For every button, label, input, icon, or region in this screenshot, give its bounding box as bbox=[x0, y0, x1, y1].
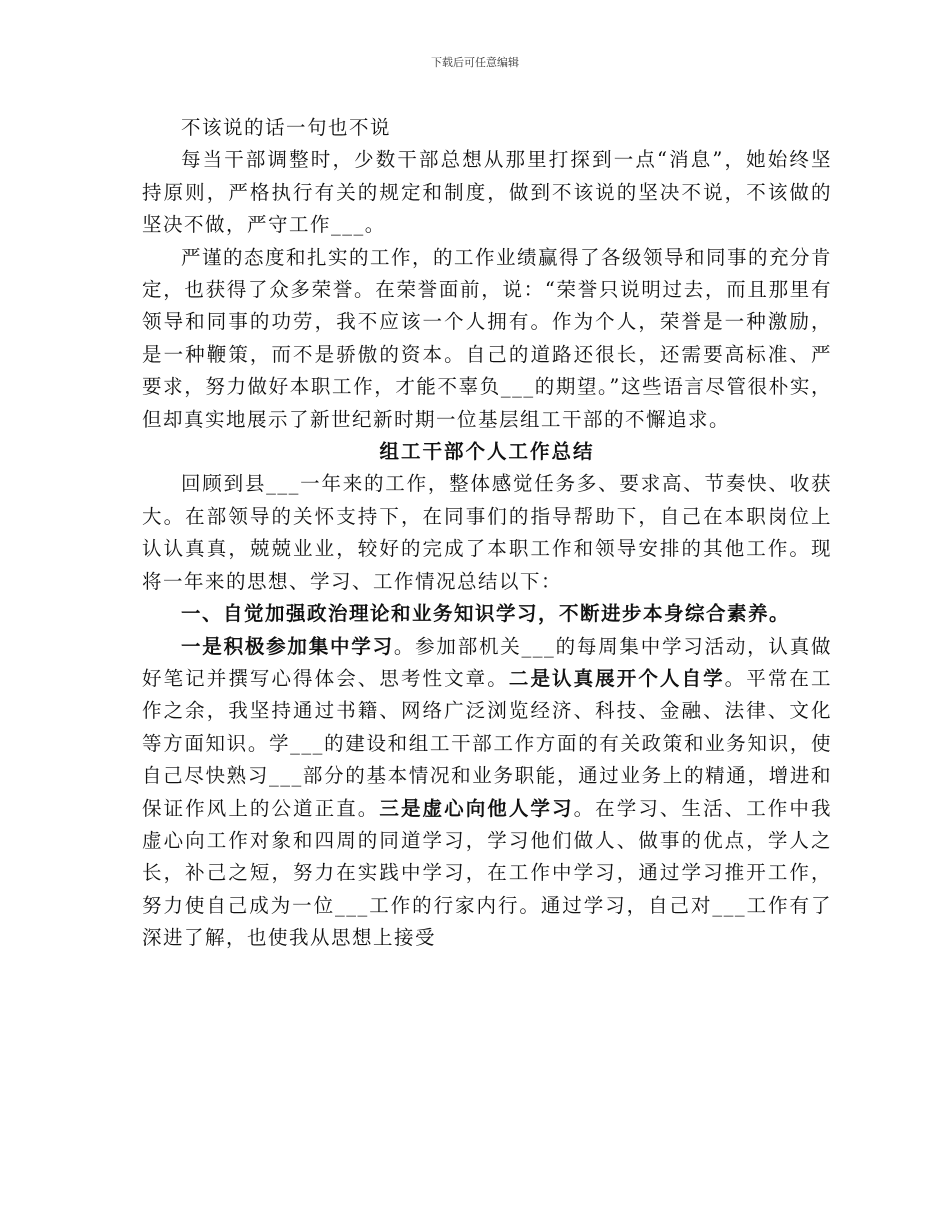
paragraph: 回顾到县___一年来的工作，整体感觉任务多、要求高、节奏快、收获大。在部领导的关怀支持下，在同事们的指导帮助下，自己在本职岗位上认认真真，兢兢业业，较好的完成了本职工作和领导安排的其他工作。现将一年来的思想、学习、工作情况总结以下： bbox=[142, 472, 832, 593]
subheading-text: 不该说的话一句也不说 bbox=[181, 116, 392, 139]
paragraph-study bbox=[142, 631, 832, 955]
item-text-3: 。在学习、生活、工作中我虚心向工作对象和四周的同道学习，学习他们做人、做事的优点，学人之长，补己之短，努力在实践中学习，在工作中学习，通过学习推开工作，努力使自己成为一位___工作的行家内行。通过学习，自己对___工作有了深进了解，也使我从思想上接受 bbox=[142, 796, 832, 950]
paragraph: 严谨的态度和扎实的工作，的工作业绩赢得了各级领导和同事的充分肯定，也获得了众多荣誉。在荣誉面前，说：“荣誉只说明过去，而且那里有领导和同事的功劳，我不应该一个人拥有。作为个人，荣誉是一种激励，是一种鞭策，而不是骄傲的资本。自己的道路还很长，还需要高标准、严要求，努力做好本职工作，才能不辜负___的期望。”这些语言尽管很朴实，但却真实地展示了新世纪新时期一位基层组工干部的不懈追求。 bbox=[142, 245, 833, 431]
item-label-1: 一是积极参加集中学习 bbox=[181, 634, 394, 658]
page-header: 下载后可任意编辑 bbox=[431, 56, 519, 69]
document-body bbox=[142, 112, 832, 955]
section-title: 组工干部个人工作总结 bbox=[379, 440, 595, 464]
item-text-1: 。参加部机关___的每周集中学习活动，认真做好笔记并撰写心得体会、思考性文章。 bbox=[142, 634, 832, 690]
paragraph: 每当干部调整时，少数干部总想从那里打探到一点“消息”，她始终坚持原则，严格执行有关的规定和制度，做到不该说的坚决不说，不该做的坚决不做，严守工作___。 bbox=[142, 148, 832, 237]
section-heading: 一、自觉加强政治理论和业务知识学习，不断进步本身综合素养。 bbox=[181, 602, 791, 626]
item-label-2: 二是认真展开个人自学 bbox=[508, 666, 725, 690]
item-text-2: 。平常在工作之余，我坚持通过书籍、网络广泛浏览经济、科技、金融、法律、文化等方面知识。学___的建设和组工干部工作方面的有关政策和业务知识，使自己尽快熟习___部分的基本情况和业务职能，通过业务上的精通，增进和保证作风上的公道正直。 bbox=[142, 666, 832, 820]
item-label-3: 三是虚心向他人学习 bbox=[379, 796, 574, 820]
